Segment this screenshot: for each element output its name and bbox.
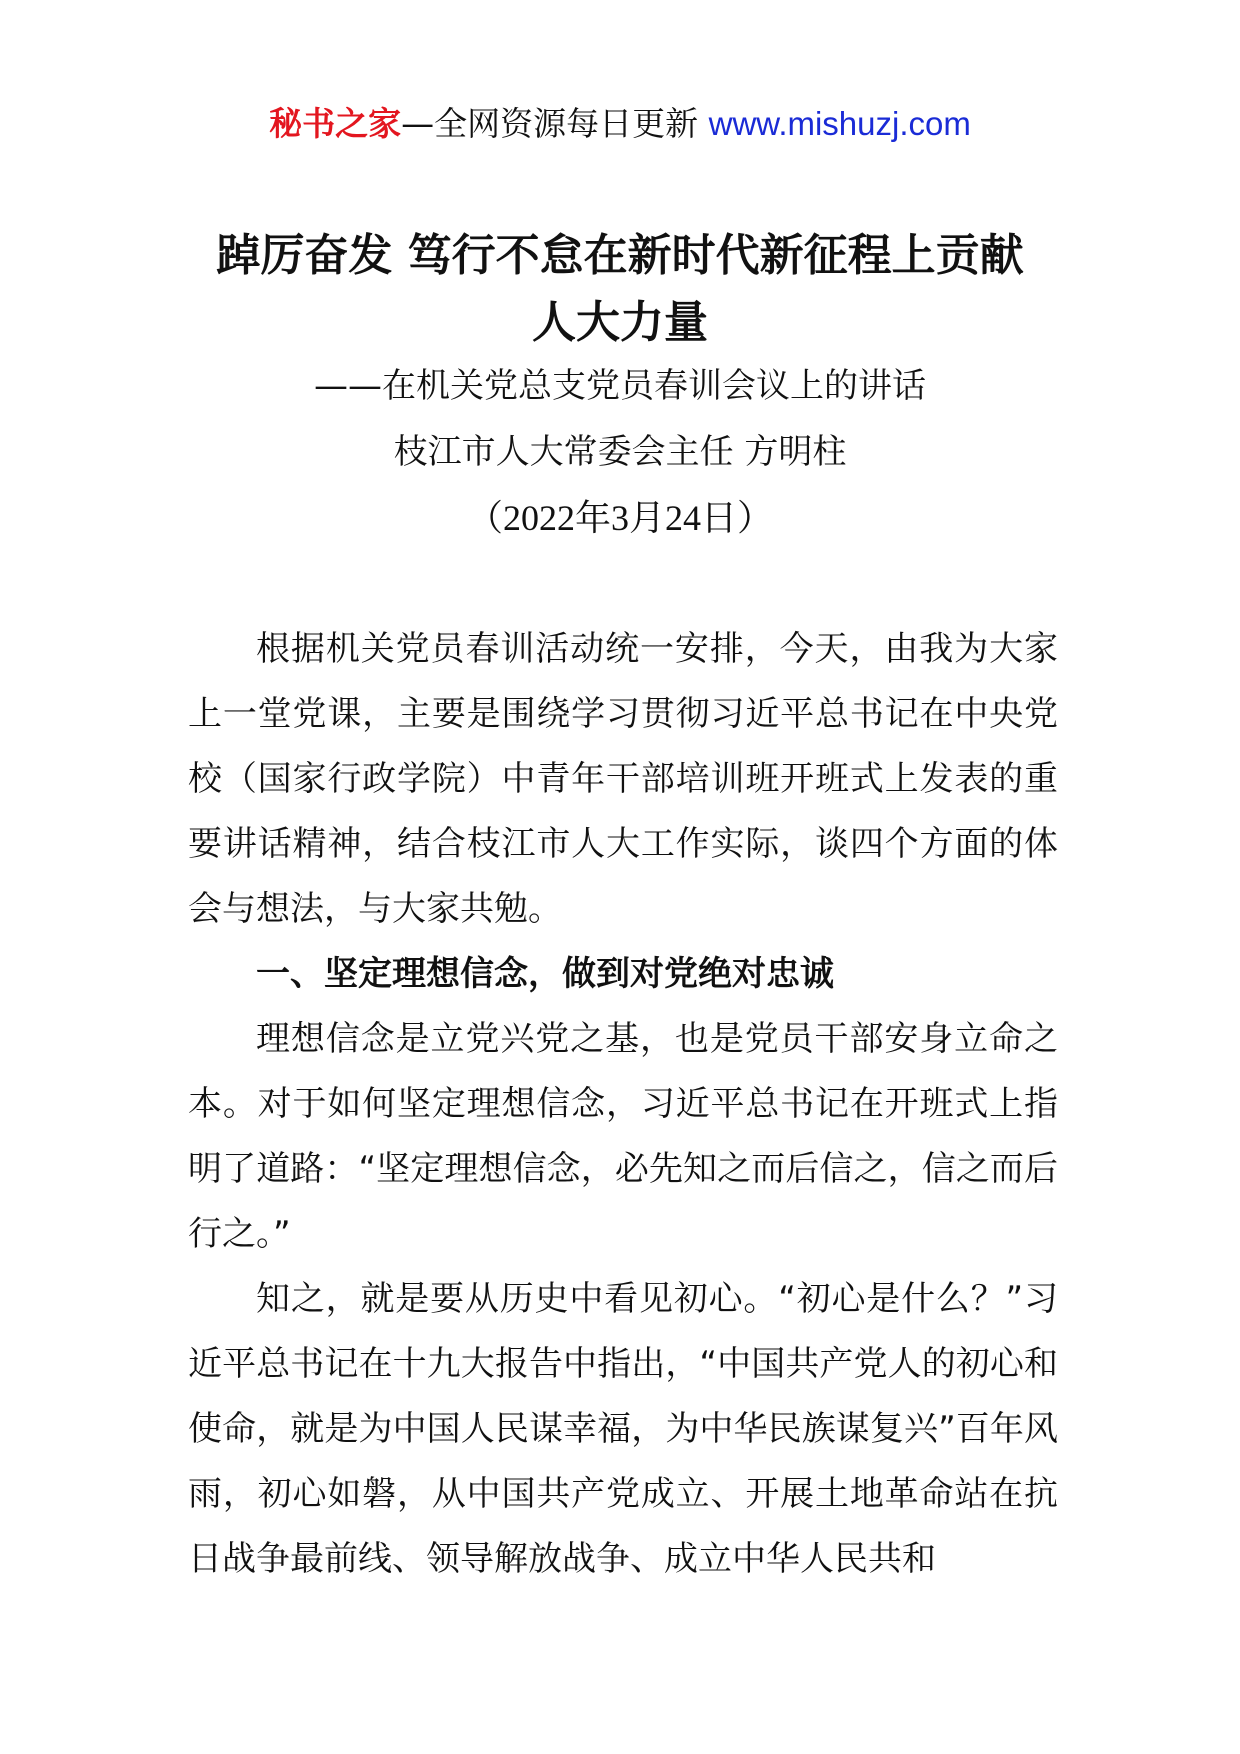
brand-name: 秘书之家	[269, 104, 402, 143]
section-heading: 一、坚定理想信念，做到对党绝对忠诚	[256, 954, 834, 994]
header-tagline: —全网资源每日更新	[401, 104, 699, 143]
site-header	[0, 100, 1240, 148]
body-paragraph: 根据机关党员春训活动统一安排，今天，由我为大家上一堂党课，主要是围绕学习贯彻习近平总书记在中央党校（国家行政学院）中青年干部培训班开班式上发表的重要讲话精神，结合枝江市人大工作实际，谈四个方面的体会与想法，与大家共勉。	[188, 629, 1058, 929]
document-subtitle: ——在机关党总支党员春训会议上的讲话	[314, 366, 926, 406]
document-title-line-2: 人大力量	[532, 297, 708, 348]
document-author: 枝江市人大常委会主任 方明柱	[393, 432, 847, 472]
document-title-line-1: 踔厉奋发 笃行不怠在新时代新征程上贡献	[216, 230, 1024, 281]
document-date: （2022年3月24日）	[466, 498, 773, 538]
document-body	[188, 617, 1058, 1592]
body-paragraph: 知之，就是要从历史中看见初心。“初心是什么？”习近平总书记在十九大报告中指出，“中国共产党人的初心和使命，就是为中国人民谋幸福，为中华民族谋复兴”百年风雨，初心如磐，从中国共产党成立、开展土地革命站在抗日战争最前线、领导解放战争、成立中华人民共和	[188, 1279, 1058, 1579]
site-url-link[interactable]: www.mishuzj.com	[708, 105, 971, 142]
body-paragraph: 理想信念是立党兴党之基，也是党员干部安身立命之本。对于如何坚定理想信念，习近平总书记在开班式上指明了道路：“坚定理想信念，必先知之而后信之，信之而后行之。”	[188, 1019, 1058, 1254]
